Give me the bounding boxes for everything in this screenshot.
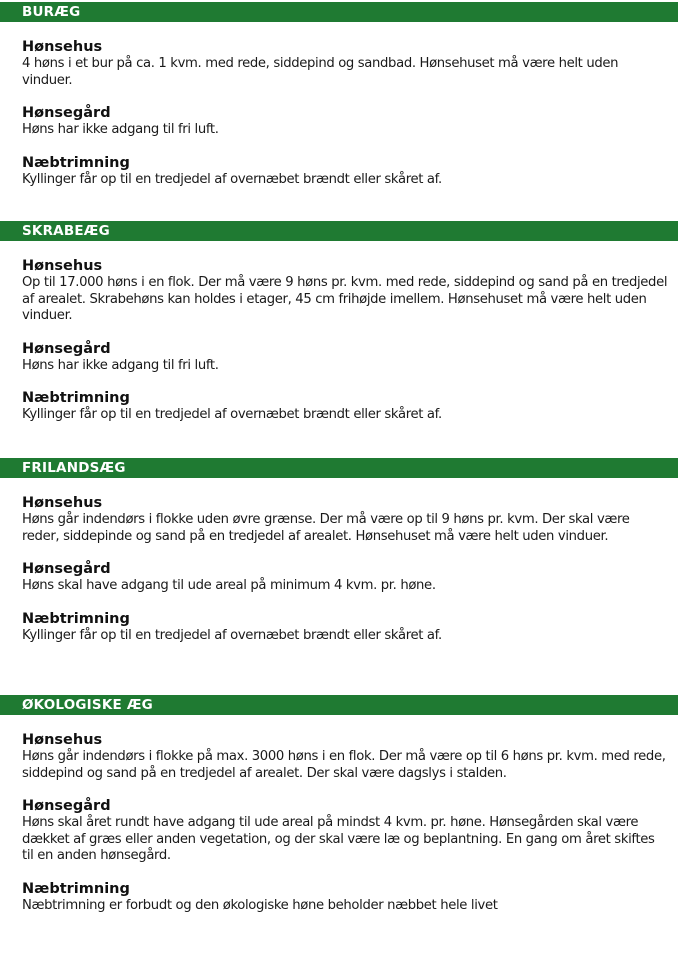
block-text: Høns går indendørs i flokke på max. 3000 høns i en flok. Der må være op til 6 høns pr. kvm. med rede, siddepind og sand på en tredjedel af arealet. Der skal være dagslys i stalden. <box>22 749 666 781</box>
block-honsehus <box>22 495 668 545</box>
block-text: Næbtrimning er forbudt og den økologiske høne beholder næbbet hele livet <box>22 897 498 913</box>
block-honsehus <box>22 258 668 325</box>
section-title: SKRABEÆG <box>0 221 678 241</box>
block-honsegard <box>22 105 668 139</box>
block-naebtrimning <box>22 390 668 424</box>
section-okologiske-aeg <box>0 695 678 915</box>
block-heading: Næbtrimning <box>22 880 130 897</box>
block-heading: Hønsegård <box>22 105 111 122</box>
block-honsehus <box>22 732 668 782</box>
block-naebtrimning <box>22 155 668 189</box>
block-honsegard <box>22 341 668 375</box>
block-heading: Hønsehus <box>22 258 103 274</box>
section-title: FRILANDSÆG <box>0 458 678 478</box>
block-heading: Hønsehus <box>22 495 103 511</box>
block-text: Kyllinger får op til en tredjedel af overnæbet brændt eller skåret af. <box>22 627 442 643</box>
block-heading: Næbtrimning <box>22 610 130 627</box>
block-text: Høns skal have adgang til ude areal på minimum 4 kvm. pr. høne. <box>22 578 436 594</box>
section-frilandsaeg <box>0 458 678 644</box>
section-title: BURÆG <box>0 2 678 22</box>
section-skrabeaeg <box>0 221 678 424</box>
block-heading: Hønsehus <box>22 39 103 55</box>
block-honsehus <box>22 39 668 89</box>
block-text: Kyllinger får op til en tredjedel af overnæbet brændt eller skåret af. <box>22 171 442 187</box>
block-text: Høns skal året rundt have adgang til ude areal på mindst 4 kvm. pr. høne. Hønsegården skal være dækket af græs eller anden vegetation, og der skal være læ og beplantning. En gang om året skiftes til en anden hønsegård. <box>22 815 655 864</box>
block-heading: Hønsegård <box>22 798 111 815</box>
block-heading: Næbtrimning <box>22 390 130 407</box>
block-heading: Næbtrimning <box>22 154 130 171</box>
block-text: Kyllinger får op til en tredjedel af overnæbet brændt eller skåret af. <box>22 407 442 423</box>
block-heading: Hønsegård <box>22 340 111 357</box>
block-naebtrimning <box>22 881 668 915</box>
block-text: Op til 17.000 høns i en flok. Der må være 9 høns pr. kvm. med rede, siddepind og sand på en tredjedel af arealet. Skrabehøns kan holdes i etager, 45 cm frihøjde imellem. Hønsehuset må være helt uden vinduer. <box>22 275 668 324</box>
section-buraeg <box>0 2 678 188</box>
block-heading: Hønsehus <box>22 732 103 748</box>
block-naebtrimning <box>22 611 668 645</box>
block-text: Høns har ikke adgang til fri luft. <box>22 122 219 138</box>
block-text: Høns går indendørs i flokke uden øvre grænse. Der må være op til 9 høns pr. kvm. Der skal være reder, siddepinde og sand på en tredjedel af arealet. Hønsehuset må være helt uden vinduer. <box>22 512 630 544</box>
block-honsegard <box>22 561 668 595</box>
block-honsegard <box>22 798 668 865</box>
block-text: Høns har ikke adgang til fri luft. <box>22 357 219 373</box>
block-heading: Hønsegård <box>22 561 111 578</box>
block-text: 4 høns i et bur på ca. 1 kvm. med rede, siddepind og sandbad. Hønsehuset må være helt uden vinduer. <box>22 56 619 88</box>
section-title: ØKOLOGISKE ÆG <box>0 695 678 715</box>
